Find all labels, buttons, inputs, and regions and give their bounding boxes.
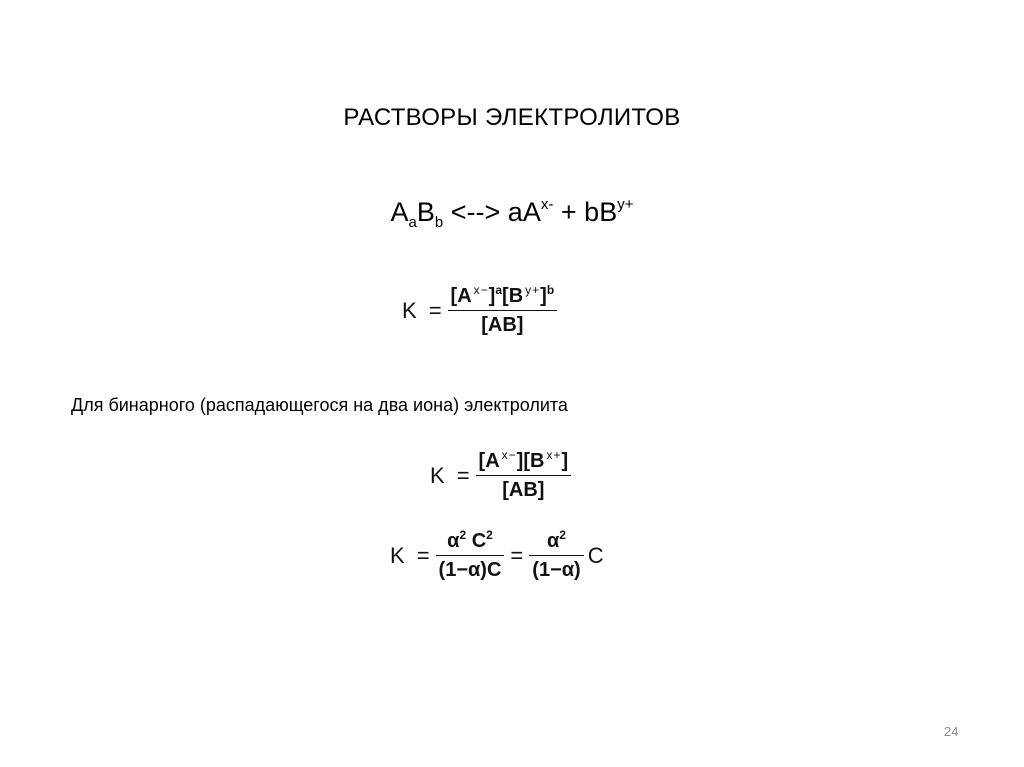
numerator-close-a: ] <box>488 285 496 307</box>
numerator-bracket-a: [A <box>450 285 472 307</box>
numerator-bracket-b: [B <box>502 285 524 307</box>
fraction-denominator: [AB] <box>502 479 545 501</box>
numerator-close-b: ] <box>540 285 547 307</box>
dissociation-equation <box>0 192 1024 232</box>
formula-lhs: K <box>430 462 445 488</box>
alpha-symbol: α <box>447 530 460 552</box>
ion-b-charge: y+ <box>617 196 634 213</box>
equals-sign: = <box>416 542 430 568</box>
ion-a-charge: x- <box>540 196 554 213</box>
page-number: 24 <box>944 724 959 739</box>
binary-constant-formula <box>430 448 571 503</box>
fraction-first <box>436 528 505 583</box>
fraction-numerator <box>476 448 572 474</box>
numerator-bracket-a: [A <box>478 450 500 472</box>
ion-b-symbol: B <box>599 197 618 227</box>
coefficient-b: b <box>584 197 600 227</box>
fraction-denominator: (1−α) <box>532 559 581 581</box>
reactant-a-symbol: A <box>390 197 409 227</box>
formula-lhs: K <box>390 542 405 568</box>
reactant-b-symbol: B <box>416 197 435 227</box>
numerator-exponent-a: a <box>495 283 503 297</box>
equals-sign: = <box>456 462 470 488</box>
equals-sign-second: = <box>510 542 524 568</box>
reactant-a-index: a <box>408 214 417 231</box>
fraction-bar <box>448 310 558 311</box>
dissociation-constant-formula <box>402 283 557 338</box>
numerator-bracket-b: ][B <box>516 450 545 472</box>
alpha-exponent: 2 <box>459 528 467 542</box>
alpha-exponent: 2 <box>559 528 566 542</box>
fraction-numerator <box>444 528 496 554</box>
fraction-denominator: [AB] <box>481 314 524 336</box>
binary-electrolyte-caption: Для бинарного (распадающегося на два иона) электролита <box>71 395 568 415</box>
fraction-numerator <box>448 283 558 309</box>
fraction <box>476 448 572 503</box>
numerator-charge-b: y+ <box>525 283 541 297</box>
numerator-charge-a: x− <box>473 283 489 297</box>
ion-a-symbol: A <box>522 197 541 227</box>
numerator-exponent-b: b <box>546 283 555 297</box>
equilibrium-arrow: <--> <box>450 197 501 227</box>
numerator-charge-b: x+ <box>546 448 562 462</box>
fraction-second <box>529 528 583 583</box>
fraction <box>448 283 558 338</box>
reactant-b-index: b <box>434 214 444 231</box>
plus-sign: + <box>560 197 577 227</box>
concentration-factor: C <box>587 542 604 568</box>
concentration-symbol: C <box>471 530 487 552</box>
fraction-denominator: (1−α)C <box>438 559 502 581</box>
numerator-close-b: ] <box>561 450 569 472</box>
fraction-bar <box>436 555 505 556</box>
coefficient-a: a <box>507 197 523 227</box>
formula-lhs: K <box>402 297 417 323</box>
slide-title: РАСТВОРЫ ЭЛЕКТРОЛИТОВ <box>343 104 681 131</box>
fraction-bar <box>476 475 572 476</box>
concentration-exponent: 2 <box>486 528 493 542</box>
numerator-charge-a: x− <box>501 448 517 462</box>
fraction-numerator <box>544 528 569 554</box>
equals-sign: = <box>428 297 442 323</box>
alpha-symbol: α <box>547 530 560 552</box>
fraction-bar <box>529 555 583 556</box>
ostwald-dilution-formula <box>390 528 604 583</box>
